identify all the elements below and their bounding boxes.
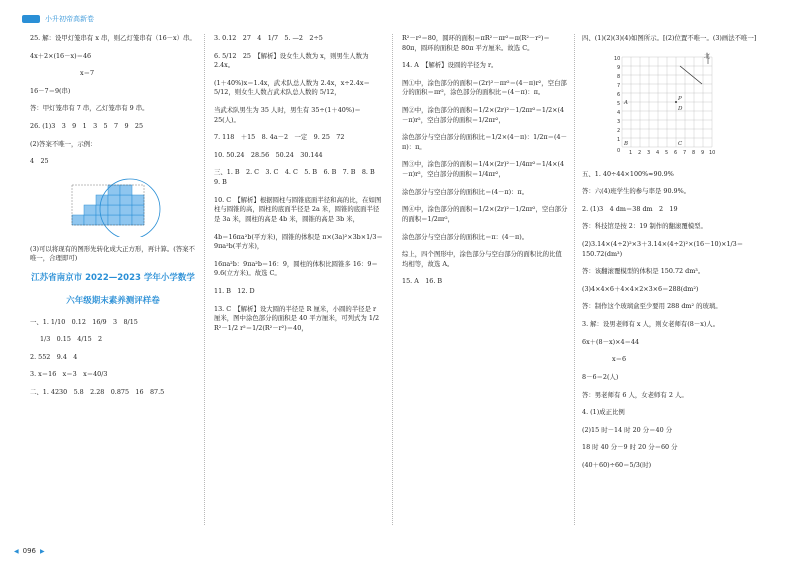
svg-text:6: 6 xyxy=(617,91,621,98)
text-line: 18 时 40 分－9 时 20 分＝60 分 xyxy=(582,443,678,452)
staircase-figure xyxy=(30,175,196,237)
text-line: 25. 解：设甲灯笼串有 x 串，则乙灯笼串有（16－x）串。 xyxy=(30,34,196,42)
column-2 xyxy=(214,34,384,341)
text-line: 综上，四个图形中，涂色部分与空白部分的面积比的比值均相等，故选 A。 xyxy=(402,250,562,268)
svg-text:10: 10 xyxy=(709,149,716,156)
text-line: 14. A 【解析】设圆的半径为 r。 xyxy=(402,61,498,70)
svg-text:1: 1 xyxy=(629,149,633,156)
text-line: (2)3.14×(4÷2)²×3＋3.14×(4÷2)²×(16－10)×1/3＝150.72(dm³) xyxy=(582,240,744,258)
point-b: B xyxy=(624,140,629,147)
text-line: (1＋40%)x＝1.4x，武术队总人数为 2.4x，x÷2.4x＝5/12，则女生人数占武术队总人数的 5/12， xyxy=(214,78,370,97)
text-line: 五、1. 40÷44×100%≈90.9% xyxy=(582,169,674,178)
text-line: R²－r²＝80，圆环的面积＝πR²－πr²＝π(R²－r²)＝80π，圆环的面积是 80π 平方厘米。故选 C。 xyxy=(402,34,550,52)
svg-text:0: 0 xyxy=(617,147,621,154)
text-line: (2)答案不唯一，示例： xyxy=(30,139,97,148)
column-divider xyxy=(204,34,205,525)
text-line: 1/3 0.15 4/15 2 xyxy=(40,335,103,344)
svg-text:6: 6 xyxy=(674,149,678,156)
text-line: 涂色部分与空白部分的面积比＝(4－π)：π。 xyxy=(402,187,529,196)
text-line: 4b＝16πa²b(平方米)，圆锥的体积是 π×(3a)²×3b×1/3＝9πa²b(平方米)， xyxy=(214,232,383,251)
svg-text:3: 3 xyxy=(617,118,621,125)
text-line: (2)15 时－14 时 20 分＝40 分 xyxy=(582,425,673,434)
svg-text:9: 9 xyxy=(617,64,621,71)
text-line: (40＋60)÷60＝5/3(时) xyxy=(582,460,652,469)
text-line: 6x＋(8－x)×4＝44 xyxy=(582,337,640,346)
text-line: 3. 解：设男老师有 x 人，则女老师有(8－x)人。 xyxy=(582,320,720,329)
text-line: 答：六(4)班学生的参与率是 90.9%。 xyxy=(582,187,691,196)
text-line: 8－6＝2(人) xyxy=(582,372,619,381)
text-line: 16πa²b：9πa²b＝16：9，圆柱的体积比圆锥多 16：9＝9.6(立方米)。故选 C。 xyxy=(214,259,378,278)
svg-text:9: 9 xyxy=(701,149,705,156)
text-line: 4 25 xyxy=(30,157,49,166)
text-line: x＝6 xyxy=(612,355,627,364)
text-line: 涂色部分与空白部分的面积比＝π：(4－π)。 xyxy=(402,232,529,241)
svg-text:2: 2 xyxy=(638,149,642,156)
column-3 xyxy=(402,34,568,295)
text-line: 当武术队男生为 35 人时，男生有 35÷(1＋40%)＝25(人)。 xyxy=(214,106,361,124)
text-line: 图④中，涂色部分的面积＝1/2×(2r)²－1/2πr²，空白部分的面积＝1/2πr²， xyxy=(402,205,568,223)
text-line: 16－7＝9(串) xyxy=(30,86,71,95)
text-line: 6. 5/12 25 【解析】设女生人数为 x，则男生人数为 2.4x。 xyxy=(214,51,371,70)
header-label: 小升初帝高新卷 xyxy=(45,15,94,23)
text-line: 图①中，涂色部分的面积＝(2r)²－πr²＝(4－π)r²，空白部分的面积＝πr²，涂色部分的面积比＝(4－π)：π。 xyxy=(402,78,567,97)
text-line: (3)4×4×6＋4×4×2×3×6＝288(dm²) xyxy=(582,284,699,293)
column-4 xyxy=(582,34,762,479)
north-label: 北 xyxy=(704,52,711,60)
svg-text:2: 2 xyxy=(617,127,621,134)
svg-text:8: 8 xyxy=(617,73,621,80)
text-line: 二、1. 4230 5.8 2.28 0.875 16 87.5 xyxy=(30,388,165,397)
point-c: C xyxy=(678,140,683,147)
text-line: 4x＋2×(16－x)＝46 xyxy=(30,51,92,60)
next-arrow-icon[interactable]: ▶ xyxy=(40,547,45,555)
svg-text:5: 5 xyxy=(617,100,621,107)
svg-text:7: 7 xyxy=(617,82,621,89)
text-line: 4. (1)成正比例 xyxy=(582,408,625,417)
page-number: 096 xyxy=(22,547,36,555)
column-1 xyxy=(30,34,196,406)
text-line: 图②中，涂色部分的面积＝1/2×(2r)²－1/2πr²＝1/2×(4－π)r²，空白部分的面积＝1/2πr²， xyxy=(402,106,565,124)
text-line: 答：制作这个玻璃盒至少要用 288 dm² 的玻璃。 xyxy=(582,302,722,311)
svg-text:10: 10 xyxy=(614,55,621,62)
text-line: 答：甲灯笼串有 7 串，乙灯笼串有 9 串。 xyxy=(30,104,149,113)
text-line: 答：该翻滚覆模型的体积是 150.72 dm³。 xyxy=(582,267,705,276)
text-line: 四、(1)(2)(3)(4)如图所示。[(2)位置不唯一。(3)画法不唯一] xyxy=(582,34,757,42)
text-line: 26. (1)3 3 9 1 3 5 7 9 25 xyxy=(30,122,144,131)
svg-text:1: 1 xyxy=(617,136,621,143)
column-divider xyxy=(392,34,393,525)
svg-text:3: 3 xyxy=(647,149,651,156)
grid-figure xyxy=(582,52,732,162)
svg-text:8: 8 xyxy=(692,149,696,156)
text-line: (3)可以将现有的图形先转化成大正方形，再计算。(答案不唯一，合理即可) xyxy=(30,244,195,263)
text-line: 涂色部分与空白部分的面积比＝1/2×(4－π)：1/2π＝(4－π)：π。 xyxy=(402,133,567,151)
exam-subtitle: 六年级期末素养测评样卷 xyxy=(66,295,160,306)
column-divider xyxy=(574,34,575,525)
exam-title: 江苏省南京市 2022—2023 学年小学数学 xyxy=(31,273,195,284)
footer xyxy=(14,547,45,555)
text-line: 7. 118 ＋15 8. 4a－2 一定 9. 25 72 xyxy=(214,133,345,142)
point-p: P xyxy=(678,95,682,102)
text-line: 图③中，涂色部分的面积＝1/4×(2r)²－1/4πr²＝1/4×(4－π)r²，空白部分的面积＝1/4πr²， xyxy=(402,160,565,179)
svg-text:7: 7 xyxy=(683,149,687,156)
text-line: 10. 50.24 28.56 50.24 30.144 xyxy=(214,150,323,159)
svg-text:4: 4 xyxy=(617,109,621,116)
text-line: 13. C 【解析】设大圆的半径是 R 厘米，小圆的半径是 r 厘米，图中涂色部分的面积是 40 平方厘米，可列式为 1/2 R²－1/2 r²＝1/2(R²－r²)＝40， xyxy=(214,304,382,332)
text-line: 10. C 【解析】根据圆柱与圆锥底面半径和高的比，在如图柱与圆锥的高，圆柱的底面半径是 2a 米，圆锥的底面半径是 3a 米，圆柱的高是 4b 米，圆锥的高是 3b 米， xyxy=(214,195,382,223)
text-line: x＝7 xyxy=(80,69,95,78)
text-line: 答：男老师有 6 人，女老师有 2 人。 xyxy=(582,390,688,399)
header xyxy=(22,12,94,26)
text-line: 3. x＝16 x＝3 x＝40/3 xyxy=(30,370,108,379)
text-line: 2. (1)3 4 dm＝38 dm 2 19 xyxy=(582,204,678,213)
text-line: 3. 0.12 27 4 1/7 5. —2 2÷5 xyxy=(214,34,323,42)
prev-arrow-icon[interactable]: ◀ xyxy=(14,547,19,555)
text-line: 三、1. B 2. C 3. C 4. C 5. B 6. B 7. B 8. B 9. B xyxy=(214,168,382,187)
point-d: D xyxy=(678,105,683,112)
svg-text:5: 5 xyxy=(665,149,669,156)
text-line: 一、1. 1/10 0.12 16/9 3 8/15 xyxy=(30,317,138,326)
text-line: 11. B 12. D xyxy=(214,286,255,295)
point-a: A xyxy=(624,99,628,106)
text-line: 15. A 16. B xyxy=(402,277,443,286)
header-badge xyxy=(22,15,40,23)
svg-text:4: 4 xyxy=(656,149,660,156)
text-line: 2. 552 9.4 4 xyxy=(30,352,78,361)
text-line: 答：科技馆是按 2：19 制作的翻滚覆模型。 xyxy=(582,222,707,231)
